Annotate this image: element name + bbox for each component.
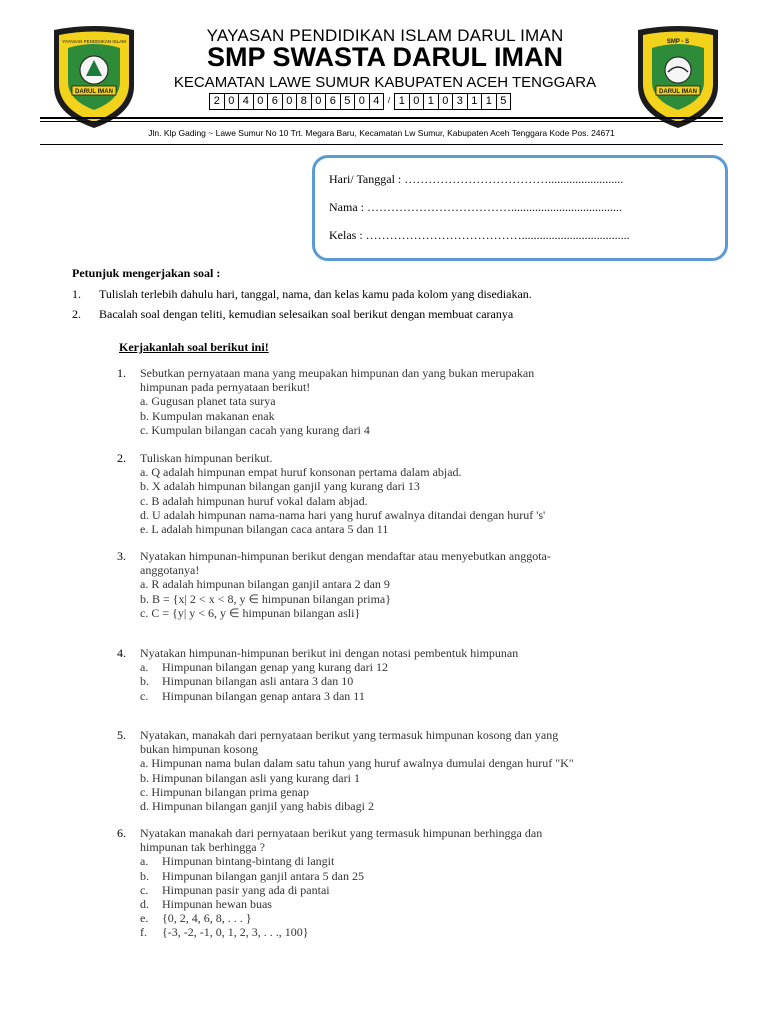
question-option: a. R adalah himpunan bilangan ganjil antara 2 dan 9 xyxy=(140,577,390,592)
question-option: c. B adalah himpunan huruf vokal dalam abjad. xyxy=(140,493,368,508)
option-letter: c. xyxy=(140,688,149,703)
instruction-item xyxy=(72,287,532,302)
npsn-digit: 0 xyxy=(410,94,425,109)
question-2 xyxy=(117,451,677,536)
question-text: himpunan pada pernyataan berikut! xyxy=(140,380,311,395)
nss-digit: 5 xyxy=(341,94,356,109)
question-option xyxy=(140,854,677,868)
option-text: {0, 2, 4, 6, 8, . . . } xyxy=(162,911,252,926)
option-letter: e. xyxy=(140,911,149,926)
nss-digit: 6 xyxy=(326,94,341,109)
nss-digit: 0 xyxy=(355,94,370,109)
student-identity-box xyxy=(312,155,728,261)
question-text: Sebutkan pernyataan mana yang meupakan himpunan dan yang bukan merupakan xyxy=(140,366,535,380)
option-text: Himpunan bilangan genap yang kurang dari 12 xyxy=(162,660,388,675)
question-option: c. Himpunan bilangan prima genap xyxy=(140,784,309,799)
nss-digit: 4 xyxy=(239,94,254,109)
nss-number xyxy=(209,93,384,110)
question-number: 4. xyxy=(117,646,126,660)
nss-digit: 2 xyxy=(210,94,225,109)
npsn-digit: 5 xyxy=(500,95,507,107)
svg-text:DARUL IMAN: DARUL IMAN xyxy=(659,89,697,95)
question-1 xyxy=(117,366,677,437)
question-option: b. B = {x| 2 < x < 8, y ∈ himpunan bilangan prima} xyxy=(140,591,391,606)
question-text: Nyatakan himpunan-himpunan berikut dengan mendaftar atau menyebutkan anggota- xyxy=(140,549,551,563)
question-option xyxy=(140,897,677,911)
day-date-field[interactable]: Hari/ Tanggal : ………………………………......................... xyxy=(329,172,624,186)
id-separator: / xyxy=(387,96,391,105)
option-text: Himpunan bilangan genap antara 3 dan 11 xyxy=(162,688,365,703)
npsn-digit: 3 xyxy=(453,94,468,109)
instructions-title: Petunjuk mengerjakan soal : xyxy=(72,266,221,280)
question-text: Nyatakan manakah dari pernyataan berikut yang termasuk himpunan berhingga dan xyxy=(140,826,543,840)
question-option: c. Kumpulan bilangan cacah yang kurang dari 4 xyxy=(140,422,370,437)
svg-text:DARUL IMAN: DARUL IMAN xyxy=(75,89,113,95)
question-4 xyxy=(117,646,677,703)
instruction-text: Bacalah soal dengan teliti, kemudian selesaikan soal berikut dengan membuat caranya xyxy=(99,307,514,321)
npsn-digit: 1 xyxy=(424,94,439,109)
option-letter: b. xyxy=(140,674,149,689)
question-option xyxy=(140,869,677,883)
instruction-text: Tulislah terlebih dahulu hari, tanggal, nama, dan kelas kamu pada kolom yang disediakan. xyxy=(99,287,532,301)
question-number: 5. xyxy=(117,728,126,742)
header-divider-thin xyxy=(40,121,723,122)
question-number: 6. xyxy=(117,826,126,840)
class-field[interactable]: Kelas : ………………………………….................................... xyxy=(329,228,630,242)
foundation-name: YAYASAN PENDIDIKAN ISLAM DARUL IMAN xyxy=(206,26,564,45)
nss-digit: 6 xyxy=(268,94,283,109)
option-text: {-3, -2, -1, 0, 1, 2, 3, . . ., 100} xyxy=(162,925,309,940)
instruction-number: 2. xyxy=(72,307,81,321)
question-text: bukan himpunan kosong xyxy=(140,742,258,757)
option-letter: f. xyxy=(140,925,147,940)
option-text: Himpunan bintang-bintang di langit xyxy=(162,854,335,869)
school-address: Jln. Klp Gading ~ Lawe Sumur No 10 Trt. Megara Baru, Kecamatan Lw Sumur, Kabupaten Aceh Tenggara Kode Pos. 24671 xyxy=(148,128,615,138)
question-option xyxy=(140,660,677,674)
svg-text:SMP - S: SMP - S xyxy=(666,39,690,45)
npsn-digit: 1 xyxy=(468,94,483,109)
option-text: Himpunan bilangan asli antara 3 dan 10 xyxy=(162,674,354,689)
question-option xyxy=(140,925,677,939)
question-option xyxy=(140,883,677,897)
instruction-item xyxy=(72,307,513,322)
nss-digit: 8 xyxy=(297,94,312,109)
question-text: Nyatakan, manakah dari pernyataan berikut yang termasuk himpunan kosong dan yang xyxy=(140,728,559,742)
question-option: b. Kumpulan makanan enak xyxy=(140,408,275,423)
nss-digit: 0 xyxy=(225,94,240,109)
question-5 xyxy=(117,728,677,813)
question-text: Nyatakan himpunan-himpunan berikut ini dengan notasi pembentuk himpunan xyxy=(140,646,519,660)
question-option: a. Gugusan planet tata surya xyxy=(140,394,276,409)
option-letter: a. xyxy=(140,660,149,675)
svg-text:YAYASAN PENDIDIKAN ISLAM: YAYASAN PENDIDIKAN ISLAM xyxy=(62,39,126,44)
question-6 xyxy=(117,826,677,940)
option-letter: d. xyxy=(140,897,149,912)
school-id-numbers xyxy=(209,93,511,110)
question-text: Tuliskan himpunan berikut. xyxy=(140,451,273,465)
nss-digit: 0 xyxy=(283,94,298,109)
option-text: Himpunan hewan buas xyxy=(162,897,272,912)
nss-digit: 0 xyxy=(254,94,269,109)
npsn-number xyxy=(394,93,511,110)
school-name: SMP SWASTA DARUL IMAN xyxy=(206,42,563,72)
npsn-digit: 1 xyxy=(482,94,497,109)
question-option: d. U adalah himpunan nama-nama hari yang huruf awalnya ditandai dengan huruf 's' xyxy=(140,507,546,522)
question-option xyxy=(140,911,677,925)
question-text: anggotanya! xyxy=(140,563,200,578)
question-number: 1. xyxy=(117,366,126,380)
question-option: c. C = {y| y < 6, y ∈ himpunan bilangan asli} xyxy=(140,605,361,620)
nss-digit: 0 xyxy=(312,94,327,109)
option-letter: b. xyxy=(140,868,149,883)
nss-digit: 4 xyxy=(373,95,380,107)
question-option: a. Q adalah himpunan empat huruf konsonan pertama dalam abjad. xyxy=(140,465,462,480)
instruction-number: 1. xyxy=(72,287,81,301)
address-divider xyxy=(40,144,723,145)
question-option: a. Himpunan nama bulan dalam satu tahun yang huruf awalnya dumulai dengan huruf "K" xyxy=(140,756,574,771)
question-option xyxy=(140,674,677,688)
question-option: b. X adalah himpunan bilangan ganjil yang kurang dari 13 xyxy=(140,479,420,494)
question-3 xyxy=(117,549,677,620)
work-title: Kerjakanlah soal berikut ini! xyxy=(119,340,269,354)
question-option xyxy=(140,689,677,703)
npsn-digit: 1 xyxy=(395,94,410,109)
option-letter: a. xyxy=(140,854,149,869)
option-text: Himpunan pasir yang ada di pantai xyxy=(162,882,330,897)
npsn-digit: 0 xyxy=(439,94,454,109)
name-field[interactable]: Nama : ………………………………..................................... xyxy=(329,200,622,214)
school-district: KECAMATAN LAWE SUMUR KABUPATEN ACEH TENGGARA xyxy=(173,74,597,91)
question-text: himpunan tak berhingga ? xyxy=(140,840,265,855)
question-option: b. Himpunan bilangan asli yang kurang dari 1 xyxy=(140,770,360,785)
question-number: 3. xyxy=(117,549,126,563)
question-option: e. L adalah himpunan bilangan caca antara 5 dan 11 xyxy=(140,522,389,537)
option-text: Himpunan bilangan ganjil antara 5 dan 25 xyxy=(162,868,364,883)
header-divider xyxy=(40,117,723,119)
option-letter: c. xyxy=(140,882,149,897)
question-option: d. Himpunan bilangan ganjil yang habis dibagi 2 xyxy=(140,799,374,814)
question-number: 2. xyxy=(117,451,126,465)
